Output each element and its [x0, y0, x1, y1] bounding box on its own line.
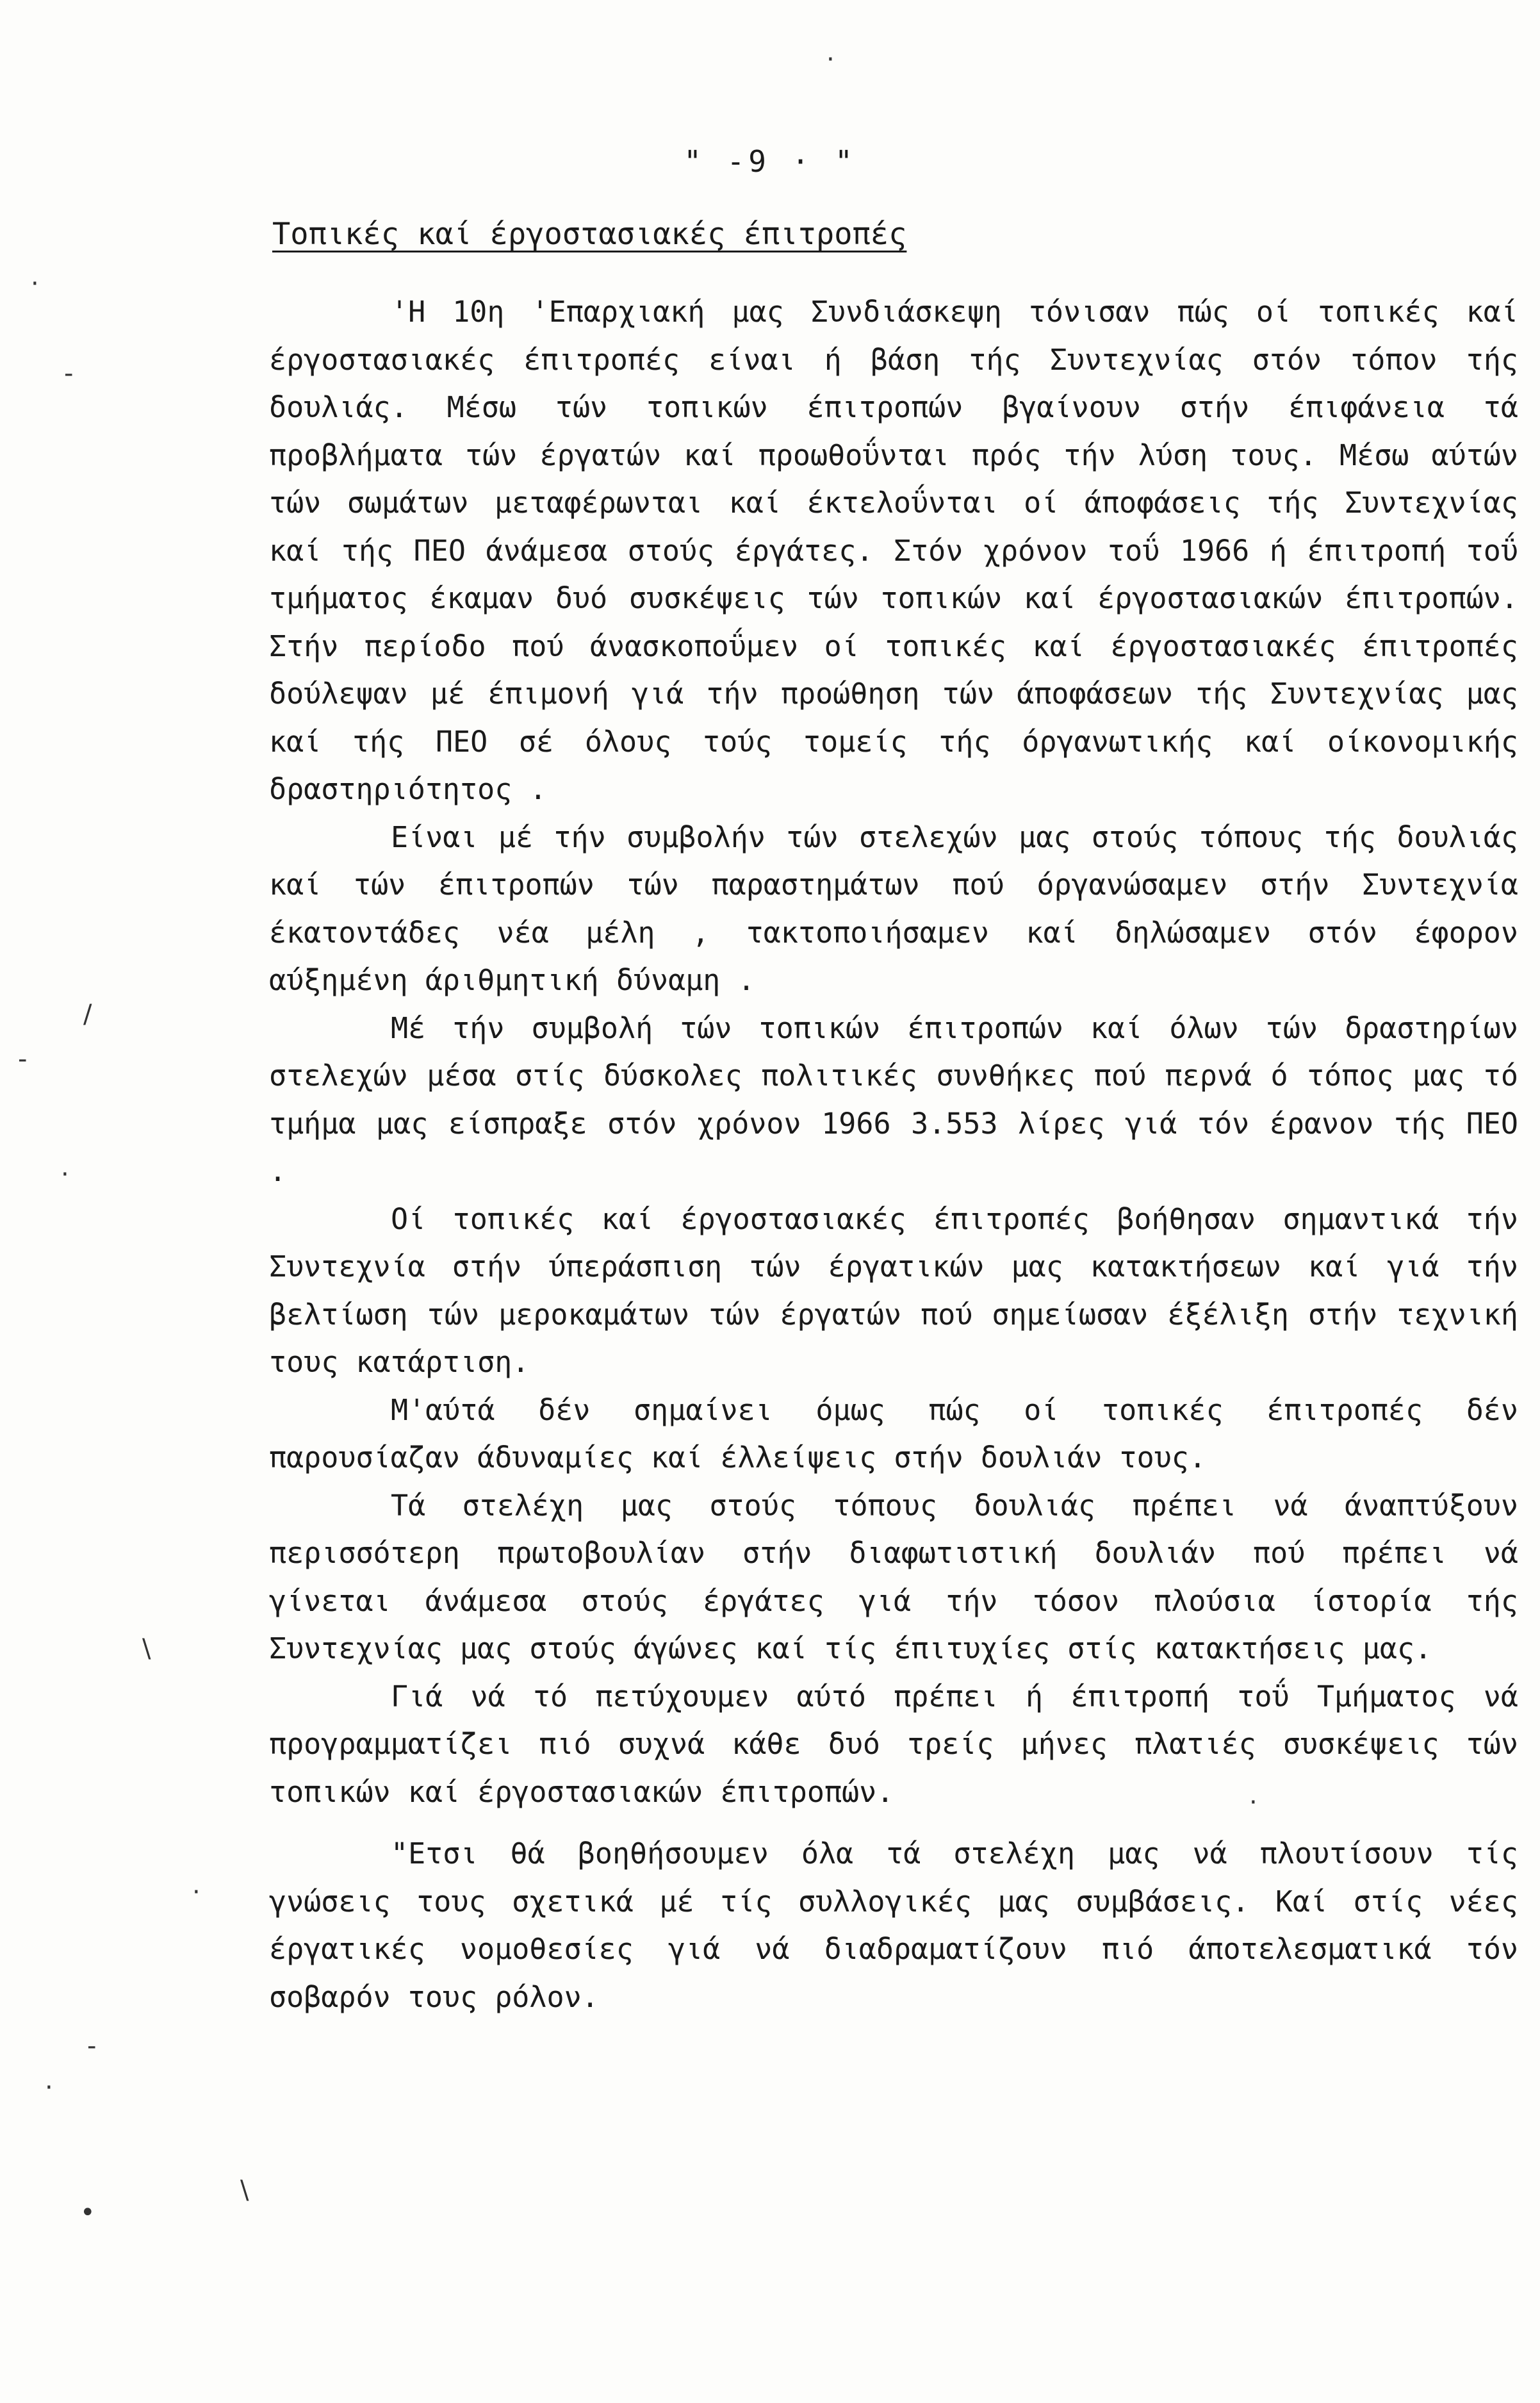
paragraph-6: Τά στελέχη μας στούς τόπους δουλιάς πρέπει νά άναπτύξουν περισσότερη πρωτοβουλίαν στήν διαφωτιστική δουλιάν πού πρέπει νά γίνεται άνάμεσα στούς έργάτες γιά τήν τόσον πλούσια ίστορία τής Συντεχνίας μας στούς άγώνες καί τίς έπιτυχίες στίς κατακτήσεις μας.	[269, 1488, 1518, 1665]
margin-dot: ·	[45, 2073, 53, 2102]
margin-dot: •	[80, 2198, 95, 2227]
paragraph-5: Μ'αύτά δέν σημαίνει όμως πώς οί τοπικές έπιτροπές δέν παρουσίαζαν άδυναμίες καί έλλείψεις στήν δουλιάν τους.	[269, 1392, 1518, 1474]
paragraph-3: Μέ τήν συμβολή τών τοπικών έπιτροπών καί όλων τών δραστηρίων στελεχών μέσα στίς δύσκολες πολιτικές συνθήκες πού περνά ό τόπος μας τό τμήμα μας είσπραξε στόν χρόνον 1966 3.553 λίρες γιά τόν έρανον τής ΠΕΟ .	[269, 1011, 1518, 1188]
margin-dot: -	[87, 2031, 97, 2061]
margin-dot: ·	[1249, 1788, 1257, 1817]
paragraph-8: "Ετσι θά βοηθήσουμεν όλα τά στελέχη μας νά πλουτίσουν τίς γνώσεις τους σχετικά μέ τίς συλλογικές μας συμβάσεις. Καί στίς νέες έργατικές νομοθεσίες γιά νά διαδραματίζουν πιό άποτελεσματικά τόν σοβαρόν τους ρόλον.	[269, 1837, 1518, 2014]
margin-dot: /	[83, 1000, 92, 1029]
margin-dot: \	[240, 2176, 249, 2205]
paragraph-4: Οί τοπικές καί έργοστασιακές έπιτροπές βοήθησαν σημαντικά τήν Συντεχνία στήν ύπεράσπιση τών έργατικών μας κατακτήσεων καί γιά τήν βελτίωση τών μεροκαμάτων τών έργατών πού σημείωσαν έξέλιξη στήν τεχνική τους κατάρτιση.	[269, 1202, 1518, 1379]
margin-dot: ·	[192, 1878, 201, 1907]
page-number: " -9 · "	[684, 144, 856, 179]
paragraph-2: Είναι μέ τήν συμβολήν τών στελεχών μας στούς τόπους τής δουλιάς καί τών έπιτροπών τών παραστημάτων πού όργανώσαμεν στήν Συντεχνία έκατοντάδες νέα μέλη , τακτοποιήσαμεν καί δηλώσαμεν στόν έφορον αύξημένη άριθμητική δύναμη .	[269, 820, 1518, 997]
margin-dot: ·	[31, 269, 39, 299]
document-body	[269, 288, 1518, 2021]
margin-dot: ·	[826, 45, 835, 74]
margin-dot: -	[64, 359, 74, 388]
paragraph-7: Γιά νά τό πετύχουμεν αύτό πρέπει ή έπιτροπή τοΰ Τμήματος νά προγραμματίζει πιό συχνά κάθε δυό τρείς μήνες πλατιές συσκέψεις τών τοπικών καί έργοστασιακών έπιτροπών.	[269, 1679, 1518, 1809]
section-heading: Τοπικές καί έργοστασιακές έπιτροπές	[272, 217, 907, 252]
margin-dot: ·	[61, 1160, 69, 1189]
margin-dot: -	[18, 1045, 28, 1074]
paragraph-1: 'Η 10η 'Επαρχιακή μας Συνδιάσκεψη τόνισαν πώς οί τοπικές καί έργοστασιακές έπιτροπές είναι ή βάση τής Συντεχνίας στόν τόπον τής δουλιάς. Μέσω τών τοπικών έπιτροπών βγαίνουν στήν έπιφάνεια τά προβλήματα τών έργατών καί προωθοΰνται πρός τήν λύση τους. Μέσω αύτών τών σωμάτων μεταφέρωνται καί έκτελοΰνται οί άποφάσεις τής Συντεχνίας καί τής ΠΕΟ άνάμεσα στούς έργάτες. Στόν χρόνον τοΰ 1966 ή έπιτροπή τοΰ τμήματος έκαμαν δυό συσκέψεις τών τοπικών καί έργοστασιακών έπιτροπών. Στήν περίοδο πού άνασκοποΰμεν οί τοπικές καί έργοστασιακές έπιτροπές δούλεψαν μέ έπιμονή γιά τήν προώθηση τών άποφάσεων τής Συντεχνίας μας καί τής ΠΕΟ σέ όλους τούς τομείς τής όργανωτικής καί οίκονομικής δραστηριότητος .	[269, 295, 1518, 806]
margin-dot: \	[142, 1634, 151, 1664]
